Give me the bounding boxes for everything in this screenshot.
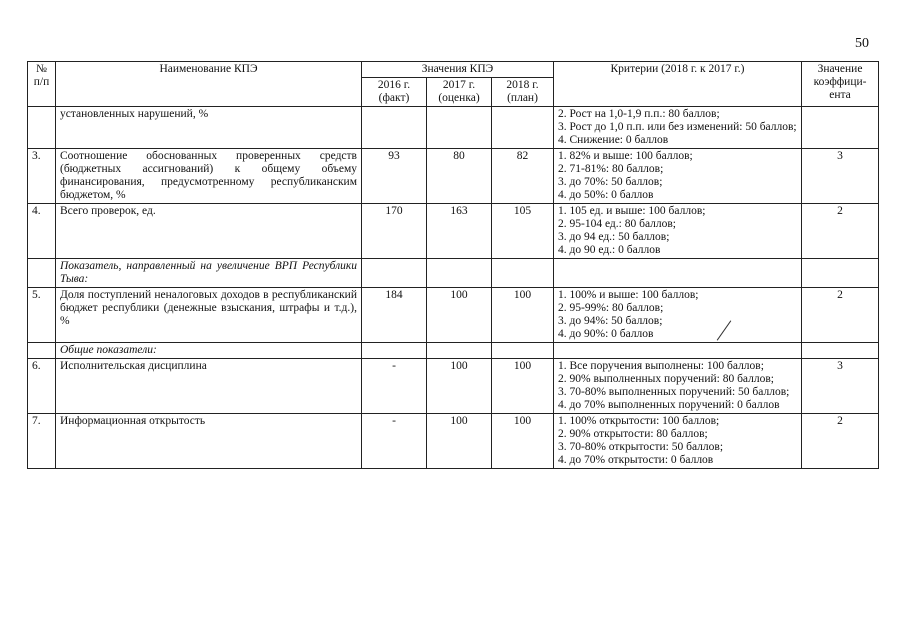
header-row [28,62,879,78]
section-title: Показатель, направленный на увеличение ВРП Республики Тыва: [56,259,362,288]
cell-2017: 80 [427,149,492,204]
cell-name: Информационная открытость [56,414,362,469]
table-row [28,343,879,359]
cell-2017: 163 [427,204,492,259]
cell-num [28,107,56,149]
cell-criteria [554,359,802,414]
cell-name: Соотношение обоснованных проверенных средств (бюджетных ассигнований) к общему объему финансирования, предусмотренному республиканским бюджетом, % [56,149,362,204]
criteria-line: 4. до 90 ед.: 0 баллов [558,244,661,256]
page-number: 50 [855,36,869,51]
cell-2016: 184 [362,288,427,343]
criteria-line: 3. до 70%: 50 баллов; [558,176,663,188]
cell-2018: 100 [492,414,554,469]
cell-2018 [492,107,554,149]
header-coef: Значение коэффици-ента [802,62,879,107]
cell-2017: 100 [427,414,492,469]
cell-criteria [554,149,802,204]
header-2016: 2016 г. (факт) [362,78,427,107]
cell-criteria [554,204,802,259]
criteria-line: 4. до 70% открытости: 0 баллов [558,454,714,466]
criteria-line: 3. до 94 ед.: 50 баллов; [558,231,670,243]
criteria-line: 1. 100% открытости: 100 баллов; [558,415,720,427]
kpi-table [27,61,879,469]
cell-name: Всего проверок, ед. [56,204,362,259]
criteria-line: 2. 95-99%: 80 баллов; [558,302,664,314]
cell-2018: 82 [492,149,554,204]
cell-2016: 93 [362,149,427,204]
criteria-line: 3. 70-80% открытости: 50 баллов; [558,441,724,453]
table-row [28,288,879,343]
criteria-line: 2. 90% выполненных поручений: 80 баллов; [558,373,774,385]
header-criteria: Критерии (2018 г. к 2017 г.) [554,62,802,107]
cell-num: 7. [28,414,56,469]
cell-criteria [554,288,802,343]
cell-2017: 100 [427,359,492,414]
criteria-line: 4. до 50%: 0 баллов [558,189,654,201]
cell-2016 [362,107,427,149]
cell-2018: 105 [492,204,554,259]
cell-num [28,343,56,359]
section-title: Общие показатели: [56,343,362,359]
cell-coef: 3 [802,149,879,204]
header-name: Наименование КПЭ [56,62,362,107]
criteria-line: 2. Рост на 1,0-1,9 п.п.: 80 баллов; [558,108,720,120]
table-row [28,414,879,469]
header-num: № п/п [28,62,56,107]
criteria-line: 3. 70-80% выполненных поручений: 50 баллов; [558,386,790,398]
table-row [28,204,879,259]
cell-name: установленных нарушений, % [56,107,362,149]
criteria-line: 3. до 94%: 50 баллов; [558,315,663,327]
table-row [28,359,879,414]
cell-num [28,259,56,288]
cell-coef: 2 [802,288,879,343]
criteria-line: 2. 90% открытости: 80 баллов; [558,428,708,440]
criteria-line: 1. Все поручения выполнены: 100 баллов; [558,360,764,372]
table-row [28,259,879,288]
cell-coef: 3 [802,359,879,414]
criteria-line: 2. 71-81%: 80 баллов; [558,163,664,175]
cell-num: 4. [28,204,56,259]
criteria-line: 4. до 70% выполненных поручений: 0 баллов [558,399,780,411]
cell-name: Доля поступлений неналоговых доходов в республиканский бюджет республики (денежные взыскания, штрафы и т.д.), % [56,288,362,343]
cell-num: 6. [28,359,56,414]
cell-name: Исполнительская дисциплина [56,359,362,414]
cell-num: 5. [28,288,56,343]
criteria-line: 1. 82% и выше: 100 баллов; [558,150,693,162]
cell-coef: 2 [802,204,879,259]
cell-2018: 100 [492,359,554,414]
cell-2016: 170 [362,204,427,259]
criteria-line: 2. 95-104 ед.: 80 баллов; [558,218,677,230]
cell-2016: - [362,414,427,469]
header-2018: 2018 г. (план) [492,78,554,107]
table-row [28,149,879,204]
criteria-line: 1. 100% и выше: 100 баллов; [558,289,699,301]
cell-2018: 100 [492,288,554,343]
cell-num: 3. [28,149,56,204]
header-values: Значения КПЭ [362,62,554,78]
criteria-line: 4. до 90%: 0 баллов [558,328,654,340]
table-row [28,107,879,149]
criteria-line: 1. 105 ед. и выше: 100 баллов; [558,205,706,217]
cell-criteria [554,107,802,149]
cell-coef [802,107,879,149]
header-2017: 2017 г. (оценка) [427,78,492,107]
cell-coef: 2 [802,414,879,469]
cell-2017: 100 [427,288,492,343]
cell-2016: - [362,359,427,414]
cell-2017 [427,107,492,149]
cell-criteria [554,414,802,469]
criteria-line: 3. Рост до 1,0 п.п. или без изменений: 50 баллов; [558,121,797,133]
criteria-line: 4. Снижение: 0 баллов [558,134,669,146]
